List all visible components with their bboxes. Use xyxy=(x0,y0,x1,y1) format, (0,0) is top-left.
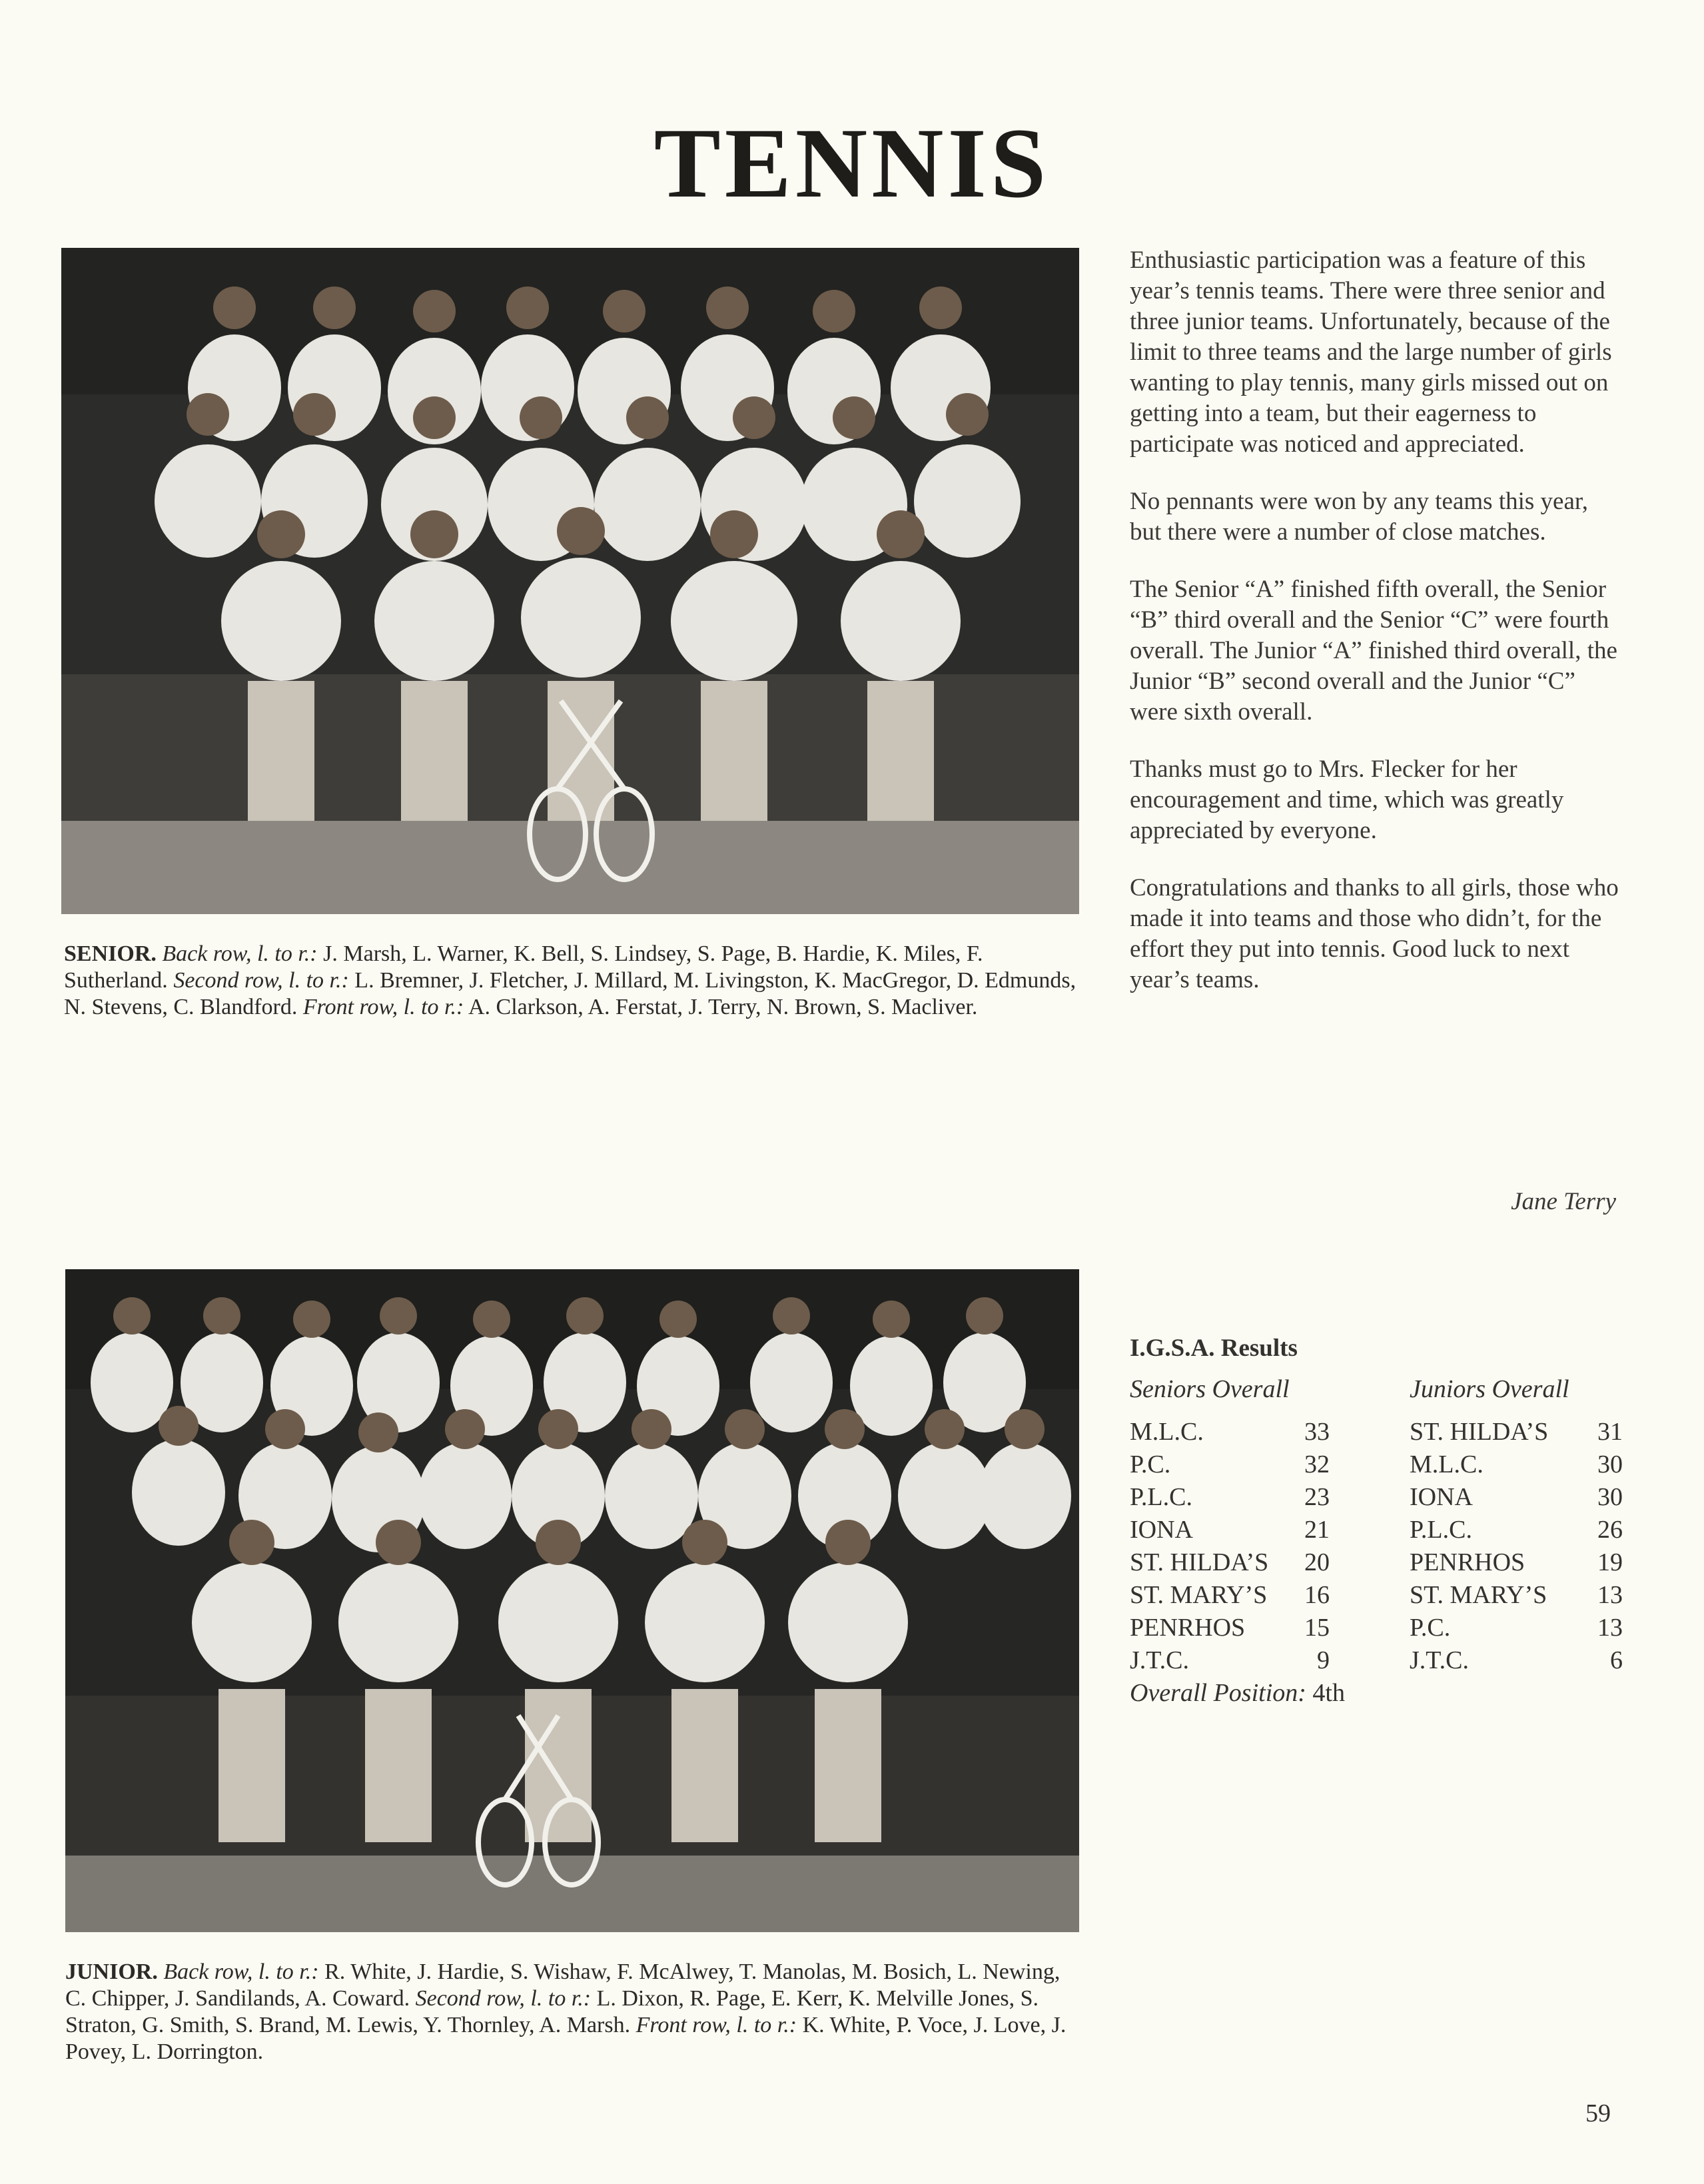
senior-back-row-label: Back row, l. to r.: xyxy=(162,941,318,966)
school-name: P.C. xyxy=(1130,1450,1171,1478)
school-score: 15 xyxy=(1304,1614,1330,1642)
article-body xyxy=(1130,245,1623,1022)
article-paragraph: The Senior “A” finished fifth overall, the Senior “B” third overall and the Senior “C” were fourth overall. The Junior “A” finished third overall, the Junior “B” second overall and the Junior “C” were sixth overall. xyxy=(1130,576,1617,726)
seniors-heading: Seniors Overall xyxy=(1130,1375,1290,1403)
article-paragraph: Thanks must go to Mrs. Flecker for her encouragement and time, which was greatly appreciated by everyone. xyxy=(1130,756,1564,844)
school-name: ST. MARY’S xyxy=(1130,1581,1268,1609)
seniors-results-column xyxy=(1130,1374,1330,1677)
school-name: J.T.C. xyxy=(1410,1646,1470,1674)
igsa-results xyxy=(1130,1334,1623,1708)
juniors-heading: Juniors Overall xyxy=(1410,1375,1569,1403)
article-author: Jane Terry xyxy=(1511,1188,1616,1215)
school-name: P.L.C. xyxy=(1410,1516,1472,1544)
junior-team-photo xyxy=(65,1269,1079,1932)
school-score: 30 xyxy=(1597,1483,1623,1511)
article-paragraph: Enthusiastic participation was a feature of this year’s tennis teams. There were three senior and three junior teams. Unfortunately, because of the limit to three teams and the large number of girls wanting to play tennis, many girls missed out on getting into a team, but their eagerness to participate was noticed and appreciated. xyxy=(1130,247,1612,458)
junior-front-row-names: K. White, P. Voce, J. Love, J. Povey, L. Dorrington. xyxy=(65,2013,1066,2064)
school-name: P.L.C. xyxy=(1130,1483,1192,1511)
results-title: I.G.S.A. Results xyxy=(1130,1335,1298,1362)
school-score: 21 xyxy=(1304,1516,1330,1544)
results-row xyxy=(1130,1514,1330,1546)
school-score: 20 xyxy=(1304,1548,1330,1576)
school-score: 33 xyxy=(1304,1418,1330,1446)
junior-back-row-names: R. White, J. Hardie, S. Wishaw, F. McAlwey, T. Manolas, M. Bosich, L. Newing, C. Chipper, J. Sandilands, A. Coward. xyxy=(65,1959,1061,2011)
school-score: 23 xyxy=(1304,1483,1330,1511)
school-score: 30 xyxy=(1597,1450,1623,1478)
article-paragraph: Congratulations and thanks to all girls, those who made it into teams and those who didn’t, for the effort they put into tennis. Good luck to next year’s teams. xyxy=(1130,874,1619,993)
junior-back-row-label: Back row, l. to r.: xyxy=(163,1959,319,1984)
school-score: 31 xyxy=(1597,1418,1623,1446)
results-row xyxy=(1130,1448,1330,1481)
senior-front-row-label: Front row, l. to r.: xyxy=(302,995,464,1019)
school-name: IONA xyxy=(1410,1483,1473,1511)
junior-photo-caption xyxy=(65,1959,1084,2065)
overall-position xyxy=(1130,1678,1623,1708)
school-name: ST. HILDA’S xyxy=(1130,1548,1269,1576)
results-row xyxy=(1130,1579,1330,1612)
junior-second-row-label: Second row, l. to r.: xyxy=(415,1986,592,2011)
school-score: 13 xyxy=(1597,1581,1623,1609)
results-row xyxy=(1130,1644,1330,1677)
results-row xyxy=(1130,1546,1330,1579)
results-row xyxy=(1130,1612,1330,1644)
school-score: 6 xyxy=(1610,1646,1623,1674)
school-name: PENRHOS xyxy=(1410,1548,1525,1576)
school-name: ST. MARY’S xyxy=(1410,1581,1547,1609)
page-number: 59 xyxy=(1585,2099,1611,2127)
school-score: 32 xyxy=(1304,1450,1330,1478)
results-row xyxy=(1130,1416,1330,1448)
senior-caption-team: SENIOR. xyxy=(64,941,157,966)
results-row xyxy=(1410,1481,1623,1514)
overall-position-label: Overall Position: xyxy=(1130,1679,1306,1707)
overall-position-value: 4th xyxy=(1312,1679,1345,1707)
results-row xyxy=(1130,1481,1330,1514)
school-name: M.L.C. xyxy=(1130,1418,1204,1446)
school-name: PENRHOS xyxy=(1130,1614,1246,1642)
school-score: 9 xyxy=(1317,1646,1330,1674)
results-row xyxy=(1410,1644,1623,1677)
results-row xyxy=(1410,1546,1623,1579)
junior-second-row-names: L. Dixon, R. Page, E. Kerr, K. Melville Jones, S. Straton, G. Smith, S. Brand, M. Lewis, Y. Thornley, A. Marsh. xyxy=(65,1986,1039,2037)
results-row xyxy=(1410,1612,1623,1644)
senior-team-photo xyxy=(61,248,1079,914)
school-name: ST. HILDA’S xyxy=(1410,1418,1549,1446)
results-row xyxy=(1410,1448,1623,1481)
page-title: TENNIS xyxy=(653,108,1051,219)
senior-second-row-names: L. Bremner, J. Fletcher, J. Millard, M. Livingston, K. MacGregor, D. Edmunds, N. Stevens, C. Blandford. xyxy=(64,968,1076,1019)
article-paragraph: No pennants were won by any teams this year, but there were a number of close matches. xyxy=(1130,488,1588,546)
school-score: 19 xyxy=(1597,1548,1623,1576)
school-score: 16 xyxy=(1304,1581,1330,1609)
junior-front-row-label: Front row, l. to r.: xyxy=(636,2013,797,2037)
school-name: J.T.C. xyxy=(1130,1646,1190,1674)
school-name: M.L.C. xyxy=(1410,1450,1484,1478)
results-row xyxy=(1410,1579,1623,1612)
juniors-results-column xyxy=(1410,1374,1623,1677)
results-row xyxy=(1410,1514,1623,1546)
junior-caption-team: JUNIOR. xyxy=(65,1959,158,1984)
senior-second-row-label: Second row, l. to r.: xyxy=(173,968,349,993)
senior-photo-caption xyxy=(64,941,1083,1021)
senior-front-row-names: A. Clarkson, A. Ferstat, J. Terry, N. Brown, S. Macliver. xyxy=(468,995,978,1019)
school-score: 26 xyxy=(1597,1516,1623,1544)
school-name: IONA xyxy=(1130,1516,1193,1544)
school-name: P.C. xyxy=(1410,1614,1451,1642)
senior-back-row-names: J. Marsh, L. Warner, K. Bell, S. Lindsey, S. Page, B. Hardie, K. Miles, F. Sutherland. xyxy=(64,941,983,993)
school-score: 13 xyxy=(1597,1614,1623,1642)
results-row xyxy=(1410,1416,1623,1448)
